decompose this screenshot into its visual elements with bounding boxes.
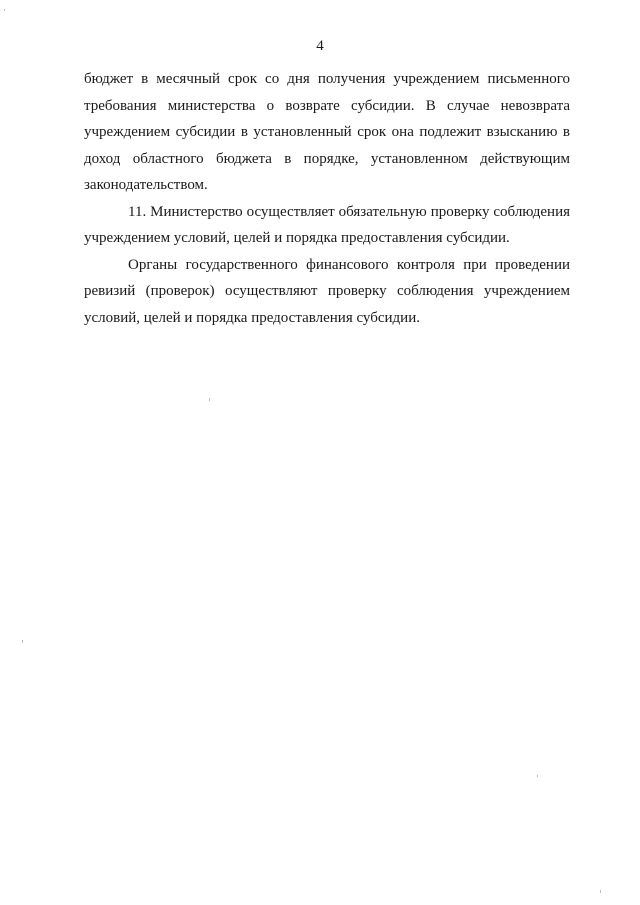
paragraph-financial-control: Органы государственного финансового контроля при проведении ревизий (проверок) осуществляют проверку соблюдения учреждением условий, целей и порядка предоставления субсидии. bbox=[84, 256, 570, 326]
paragraph-ministry-check: 11. Министерство осуществляет обязательную проверку соблюдения учреждением условий, целей и порядка предоставления субсидии. bbox=[84, 203, 570, 246]
page-number: 4 bbox=[316, 38, 324, 54]
scan-speck bbox=[600, 890, 601, 893]
scan-speck bbox=[537, 775, 538, 777]
scan-speck bbox=[209, 398, 210, 401]
paragraph-subsidy-return: бюджет в месячный срок со дня получения учреждением письменного требования министерства о возврате субсидии. В случае невозврата учреждением субсидии в установленный срок она подлежит взысканию в доход областного бюджета в порядке, установленном действующим законодательством. bbox=[84, 71, 570, 193]
scan-speck bbox=[4, 9, 5, 11]
document-body bbox=[84, 66, 570, 331]
scan-speck bbox=[22, 640, 23, 643]
